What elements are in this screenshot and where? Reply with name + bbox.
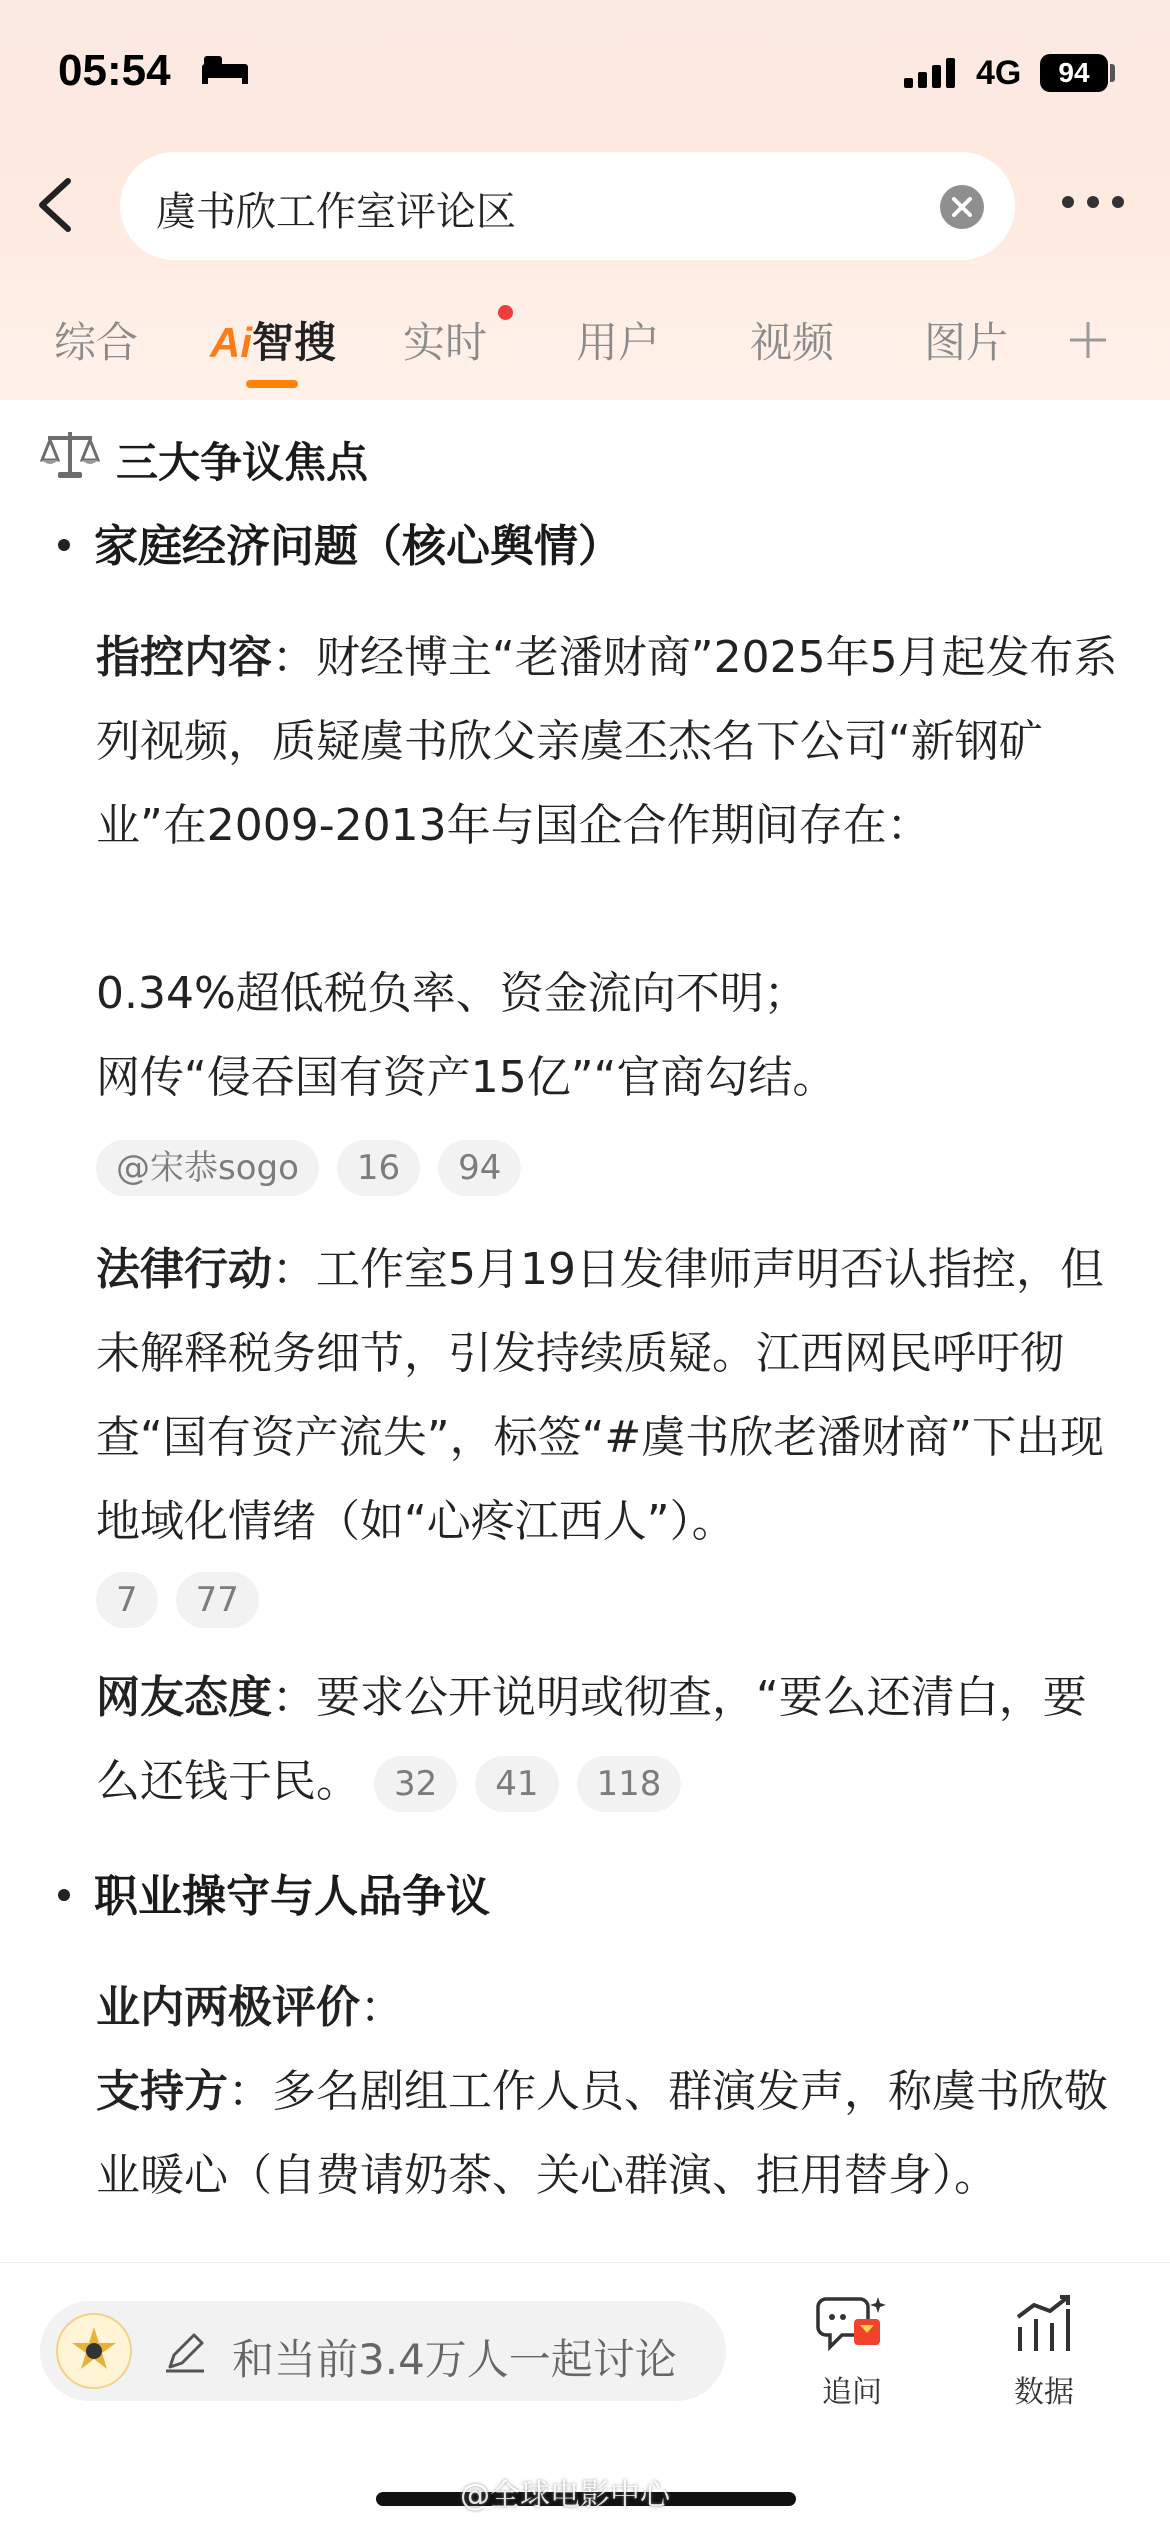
paragraph-accusation-label: 指控内容 — [96, 632, 272, 683]
trend-chart-icon — [1012, 2293, 1076, 2357]
paragraph-rumor: 网传“侵吞国有资产15亿”“官商勾结。 — [96, 1052, 837, 1103]
paragraph-supporters-label: 支持方 — [96, 2066, 228, 2117]
paragraph-netizen-attitude — [96, 1656, 1126, 1824]
source-chip[interactable]: @宋恭sogo — [96, 1140, 319, 1196]
discuss-input[interactable] — [40, 2301, 726, 2401]
follow-up-label: 追问 — [822, 2375, 882, 2410]
battery-tip — [1110, 64, 1115, 82]
pen-icon — [162, 2329, 208, 2375]
chat-sparkle-icon — [816, 2293, 888, 2357]
source-chips-1 — [96, 1140, 539, 1196]
tab-videos[interactable]: 视频 — [750, 318, 835, 367]
tab-realtime[interactable]: 实时 — [403, 318, 488, 367]
bullet-icon — [58, 539, 70, 551]
ai-logo: Ai — [210, 319, 252, 366]
source-chip[interactable]: 32 — [374, 1756, 457, 1812]
source-chip[interactable]: 7 — [96, 1572, 158, 1628]
bullet-heading-2 — [58, 1860, 490, 1924]
bullet-icon — [58, 1889, 70, 1901]
discuss-placeholder: 和当前3.4万人一起讨论 — [232, 2335, 677, 2384]
signal-icon — [904, 56, 962, 90]
network-label: 4G — [976, 54, 1022, 92]
avatar — [56, 2313, 132, 2389]
clear-icon[interactable] — [939, 184, 985, 230]
bullet-heading-1-text: 家庭经济问题（核心舆情） — [94, 521, 622, 572]
source-chip[interactable]: 118 — [577, 1756, 682, 1812]
paragraph-accusation — [96, 616, 1126, 868]
paragraph-legal-action — [96, 1228, 1126, 1564]
search-tabs — [0, 300, 1170, 390]
paragraph-netizen-label: 网友态度 — [96, 1672, 272, 1723]
sleep-mode-icon — [200, 52, 250, 86]
paragraph-legal-label: 法律行动 — [96, 1244, 272, 1295]
paragraph-netizen-text: ：要求公开说明或彻查，“要么还清白，要么还钱于民。 — [96, 1672, 1087, 1807]
active-tab-indicator — [246, 380, 298, 388]
paragraph-legal-text: ：工作室5月19日发律师声明否认指控，但未解释税务细节，引发持续质疑。江西网民呼吁彻查“国有资产流失”，标签“#虞书欣老潘财商”下出现地域化情绪（如“心疼江西人”）。 — [96, 1244, 1105, 1547]
paragraph-supporters-text: ：多名剧组工作人员、群演发声，称虞书欣敬业暖心（自费请奶茶、关心群演、拒用替身）。 — [96, 2066, 1108, 2201]
source-chip[interactable]: 41 — [475, 1756, 558, 1812]
status-bar — [0, 0, 1170, 140]
status-time: 05:54 — [58, 46, 171, 95]
balance-scale-icon — [40, 426, 100, 482]
search-input[interactable] — [120, 152, 1015, 260]
paragraph-supporters — [96, 2050, 1126, 2218]
paragraph-accusation-text: ：财经博主“老潘财商”2025年5月起发布系列视频，质疑虞书欣父亲虞丕杰名下公司“新钢矿业”在2009-2013年与国企合作期间存在： — [96, 632, 1118, 851]
paragraph-industry-view — [96, 1966, 1126, 2050]
ai-answer-content — [0, 400, 1170, 2260]
source-chip[interactable]: 77 — [176, 1572, 259, 1628]
follow-up-button[interactable] — [812, 2293, 892, 2411]
paragraph-industry-label: 业内两极评价 — [96, 1982, 360, 2033]
source-chip[interactable]: 94 — [438, 1140, 521, 1196]
back-arrow-icon[interactable] — [30, 175, 80, 235]
battery-level: 94 — [1040, 54, 1108, 92]
add-tab-icon[interactable] — [1066, 318, 1110, 362]
search-query: 虞书欣工作室评论区 — [156, 189, 516, 235]
paragraph-industry-colon: ： — [360, 1982, 404, 2033]
notification-dot — [498, 305, 513, 320]
film-reel-icon — [58, 2315, 130, 2387]
tab-users[interactable]: 用户 — [576, 318, 661, 367]
paragraph-tax-rate: 0.34%超低税负率、资金流向不明； — [96, 968, 808, 1019]
more-options-icon[interactable] — [1058, 192, 1128, 212]
bullet-heading-1 — [58, 510, 622, 574]
tab-images[interactable]: 图片 — [924, 318, 1009, 367]
source-chip[interactable]: 16 — [337, 1140, 420, 1196]
data-label: 数据 — [1014, 2375, 1074, 2410]
data-button[interactable] — [1004, 2293, 1084, 2411]
section-title: 三大争议焦点 — [116, 438, 369, 487]
source-chips-2 — [96, 1572, 277, 1628]
bullet-heading-2-text: 职业操守与人品争议 — [94, 1871, 490, 1922]
tab-ai-search[interactable] — [210, 310, 336, 370]
watermark: @全球电影中心 — [460, 2478, 670, 2513]
tab-comprehensive[interactable]: 综合 — [54, 318, 139, 367]
tab-ai-search-label: 智搜 — [252, 318, 337, 367]
